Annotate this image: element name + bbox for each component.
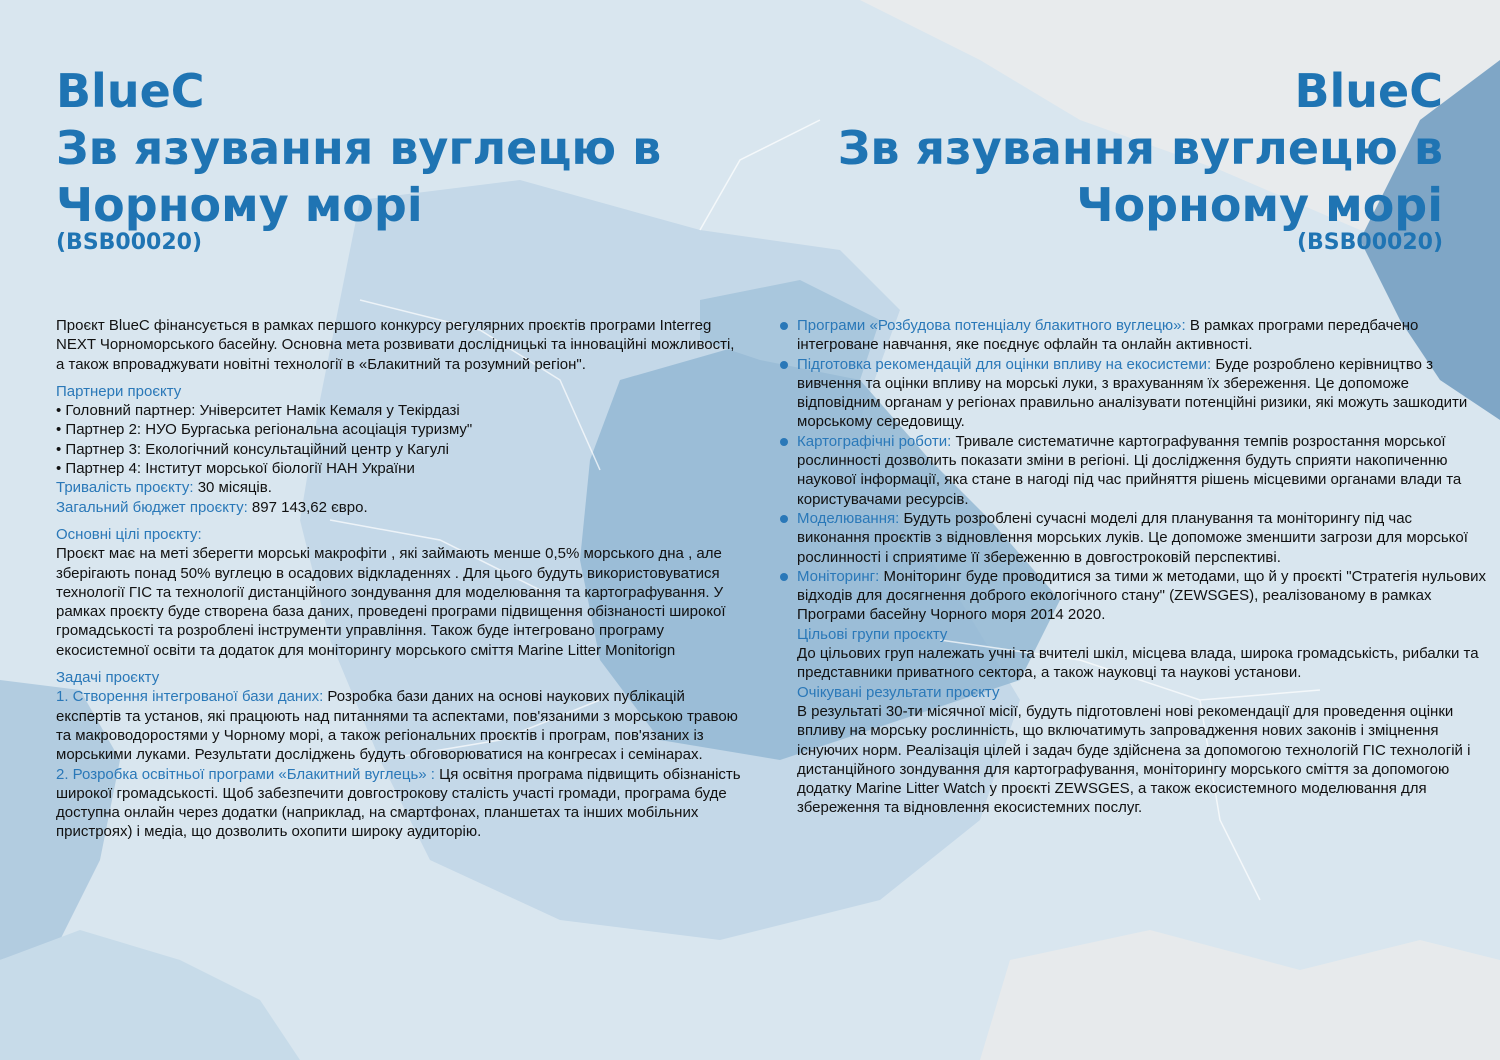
goals-heading: Основні цілі проєкту: [56,525,202,543]
partners-list [56,401,746,478]
right-column [797,316,1487,818]
target-heading: Цільові групи проєкту [797,625,948,643]
partner-item: • Партнер 2: НУО Бургаська регіональна асоціація туризму" [56,420,746,439]
activity-label: Моделювання: [797,509,900,527]
activity-item [773,316,1487,355]
task-item [56,765,746,842]
activity-text: Будуть розроблені сучасні моделі для планування та моніторингу під час виконання проєктів з відновлення морських луків. Це допоможе зменшити загрози для морської рослинності і сприятиме її збереженню в довгостроковій перспективі. [797,509,1468,566]
activity-text: Буде розроблено керівництво з вивчення та оцінки впливу на морські луки, з врахуванням їх збереження. Це допоможе відповідним органам у регіонах правильно аналізувати потенційні ризики, які можуть зашкодити морському середовищу. [797,355,1468,431]
project-code: (BSB00020) [56,230,203,255]
bullet-dot-icon [780,438,788,446]
duration-value: 30 місяців. [193,479,272,497]
tasks-heading: Задачі проєкту [56,669,160,687]
tasks-section [56,668,746,842]
target-section [797,625,1487,683]
intro-text: Проєкт BlueC фінансується в рамках першого конкурсу регулярних проєктів програми Interreg NEXT Чорноморського басейну. Основна мета розвивати дослідницькі та інноваційні можливості, а також впроваджувати новітні технології в «Блакитний та розумний регіон". [56,317,735,373]
activity-label: Підготовка рекомендацій для оцінки впливу на екосистеми: [797,355,1212,373]
partners-heading: Партнери проєкту [56,382,182,400]
bullet-dot-icon [780,361,788,369]
left-column [56,316,746,842]
bullet-dot-icon [780,573,788,581]
activity-item [773,567,1487,625]
partner-item: • Партнер 4: Інститут морської біології НАН України [56,459,746,478]
activity-text: Моніторинг буде проводитися за тими ж методами, що й у проєкті "Стратегія нульових відходів для досягнення доброго екологічного стану" (ZEWSGES), реалізованому в рамках Програми басейну Чорного моря 2014 2020. [797,567,1486,624]
task-text: Розробка бази даних на основі наукових публікацій експертів та установ, які працюють над питаннями та аспектами, пов'язаними з морською травою та макроводоростями у Чорному морі, а також регіональних проєктів і програм, пов'язаних із морськими луками. Результати досліджень будуть обговорюватися на конгресах і семінарах. [56,688,738,764]
task-text: Ця освітня програма підвищить обізнаність широкої громадськості. Щоб забезпечити довгострокову сталість участі громади, програма буде доступна онлайн через додатки (наприклад, на смартфонах, планшетах та інших мобільних пристроях) і медіа, що дозволить охопити широку аудиторію. [56,765,741,841]
activities-list [797,316,1487,625]
title-line-2: Чорному морі [1076,178,1443,232]
partner-item: • Головний партнер: Університет Намік Кемаля у Текірдазі [56,401,746,420]
title-right [743,63,1443,256]
activity-item [773,432,1487,509]
activity-label: Моніторинг: [797,567,880,585]
project-code: (BSB00020) [1296,230,1443,255]
task-item [56,687,746,764]
title-line-1: Зв язування вуглецю в [837,121,1443,175]
activity-text: Тривале систематичне картографування темпів розростання морської рослинності дозволить показати зміни в регіоні. Ці дослідження будуть сприяти накопиченню наукової інформації, яка стане в нагоді під час прийняття рішень місцевими органами влади та користувачами ресурсів. [797,432,1462,508]
title-name: BlueC [1294,64,1443,118]
title-line-2: Чорному морі [56,178,423,232]
goals-text: Проєкт має на меті зберегти морські макрофіти , які займають менше 0,5% морського дна , але зберігають понад 50% вуглецю в осадових відкладеннях . Для цього будуть використовуватися технології ГІС та технології дистанційного зондування для моделювання та картографування. У рамках проєкту буде створена база даних, проведені програми підвищення обізнаності широкої громадськості та розроблені інструменти управління. Також буде інтегровано програму екосистемної освіти та додаток для моніторингу морського сміття Marine Litter Monitorign [56,545,726,659]
partner-item: • Партнер 3: Екологічний консультаційний центр у Кагулі [56,440,746,459]
activity-label: Картографічні роботи: [797,432,952,450]
activity-item [773,355,1487,432]
activity-item [773,509,1487,567]
target-text: До цільових груп належать учні та вчителі шкіл, місцева влада, широка громадськість, рибалки та представники приватного сектора, а також науковці та наукові установи. [797,645,1479,682]
budget-label: Загальний бюджет проєкту: [56,498,248,516]
task-label: 2. Розробка освітньої програми «Блакитний вуглець» : [56,765,435,783]
title-left [56,63,676,256]
partners-section [56,382,746,517]
duration-line [56,478,746,497]
bullet-dot-icon [780,515,788,523]
results-text: В результаті 30-ти місячної місії, будуть підготовлені нові рекомендації для проведення оцінки впливу на морську рослинність, що включатимуть запровадження нових законів і зміцнення існуючих норм. Реалізація цілей і задач буде здійснена за допомогою технологій ГІС технологій і дистанційного зондування для картографування, моніторингу морського сміття за допомогою додатку Marine Litter Watch у проєкті ZEWSGES, а також екосистемного моделювання для збереження та відновлення екосистемних послуг. [797,702,1471,817]
title-line-1: Зв язування вуглецю в [56,121,662,175]
duration-label: Тривалість проєкту: [56,479,194,497]
activity-label: Програми «Розбудова потенціалу блакитного вуглецю»: [797,317,1186,334]
goals-section [56,525,746,660]
task-label: 1. Створення інтегрованої бази даних: [56,688,324,706]
results-section [797,683,1487,818]
budget-line [56,498,746,517]
activity-text: В рамках програми передбачено інтегроване навчання, яке поєднує офлайн та онлайн активності. [797,317,1419,354]
budget-value: 897 143,62 євро. [247,498,368,516]
bullet-dot-icon [780,322,788,330]
results-heading: Очікувані результати проєкту [797,683,1000,701]
title-name: BlueC [56,64,205,118]
